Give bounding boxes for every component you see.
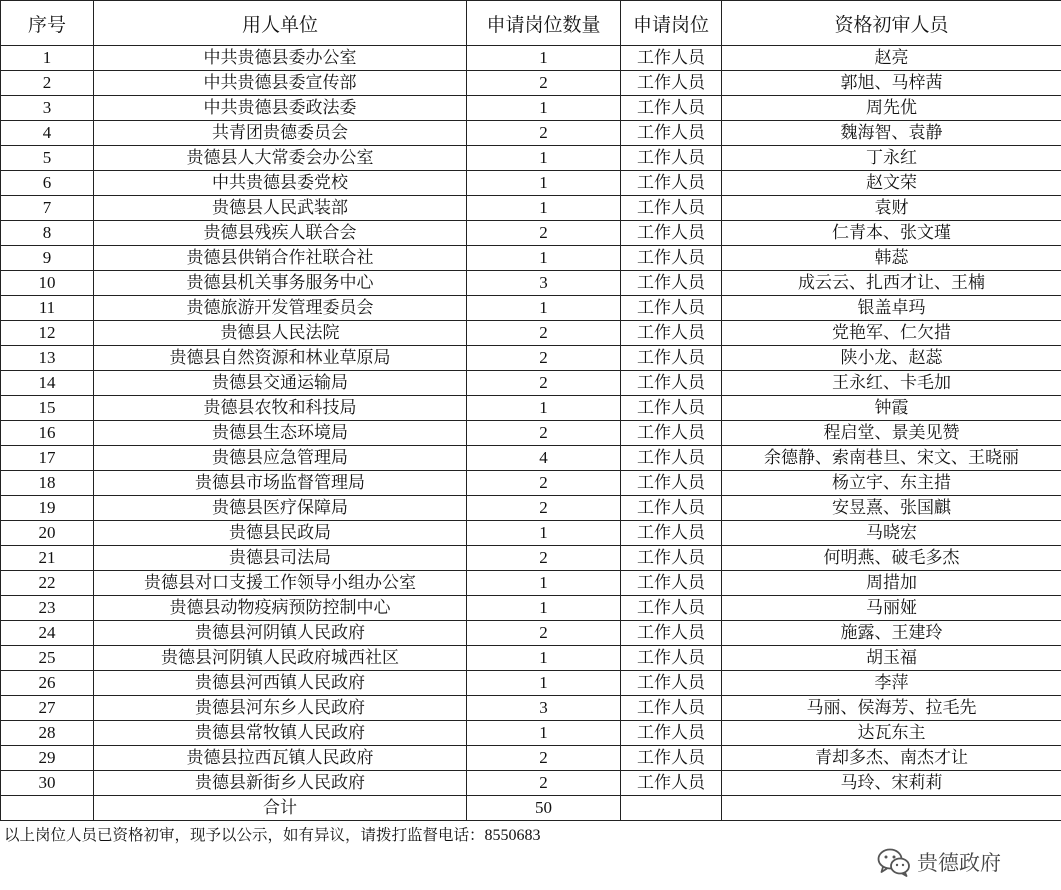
row-candidates: 赵亮 <box>722 46 1061 71</box>
row-position: 工作人员 <box>621 96 722 121</box>
row-candidates: 安昱熹、张国麒 <box>722 496 1061 521</box>
table-row <box>1 196 1061 221</box>
row-index: 23 <box>1 596 94 621</box>
row-position-count: 2 <box>467 371 621 396</box>
header-position: 申请岗位 <box>621 1 722 46</box>
row-index: 30 <box>1 771 94 796</box>
row-candidates: 郭旭、马梓茜 <box>722 71 1061 96</box>
row-index: 7 <box>1 196 94 221</box>
row-position-count: 4 <box>467 446 621 471</box>
table-row <box>1 296 1061 321</box>
header-employer: 用人单位 <box>94 1 467 46</box>
table-row <box>1 271 1061 296</box>
row-candidates: 魏海智、袁静 <box>722 121 1061 146</box>
table-row <box>1 721 1061 746</box>
row-candidates: 马丽娅 <box>722 596 1061 621</box>
table-row <box>1 521 1061 546</box>
row-index: 17 <box>1 446 94 471</box>
row-position: 工作人员 <box>621 296 722 321</box>
row-position-count: 2 <box>467 421 621 446</box>
row-candidates: 党艳军、仁欠措 <box>722 321 1061 346</box>
row-position-count: 1 <box>467 196 621 221</box>
row-position: 工作人员 <box>621 171 722 196</box>
table-row <box>1 446 1061 471</box>
row-position: 工作人员 <box>621 496 722 521</box>
row-index: 16 <box>1 421 94 446</box>
row-candidates: 赵文荣 <box>722 171 1061 196</box>
row-candidates: 王永红、卡毛加 <box>722 371 1061 396</box>
row-index: 10 <box>1 271 94 296</box>
row-index: 4 <box>1 121 94 146</box>
row-index: 2 <box>1 71 94 96</box>
row-employer: 贵德县人民法院 <box>94 321 467 346</box>
row-position-count: 1 <box>467 396 621 421</box>
row-candidates: 仁青本、张文瑾 <box>722 221 1061 246</box>
table-row <box>1 346 1061 371</box>
row-candidates: 陕小龙、赵蕊 <box>722 346 1061 371</box>
wechat-icon <box>877 847 911 877</box>
row-index: 15 <box>1 396 94 421</box>
table-row <box>1 46 1061 71</box>
row-position: 工作人员 <box>621 196 722 221</box>
row-candidates: 马晓宏 <box>722 521 1061 546</box>
row-position: 工作人员 <box>621 221 722 246</box>
row-employer: 贵德旅游开发管理委员会 <box>94 296 467 321</box>
row-candidates: 周先优 <box>722 96 1061 121</box>
row-position: 工作人员 <box>621 121 722 146</box>
table-row <box>1 671 1061 696</box>
row-index: 12 <box>1 321 94 346</box>
row-index: 21 <box>1 546 94 571</box>
row-employer: 贵德县新街乡人民政府 <box>94 771 467 796</box>
row-position: 工作人员 <box>621 596 722 621</box>
table-row <box>1 596 1061 621</box>
row-position-count: 2 <box>467 471 621 496</box>
row-employer: 贵德县人民武装部 <box>94 196 467 221</box>
table-row <box>1 221 1061 246</box>
row-employer: 贵德县残疾人联合会 <box>94 221 467 246</box>
total-value: 50 <box>467 796 621 821</box>
row-employer: 贵德县机关事务服务中心 <box>94 271 467 296</box>
row-position-count: 2 <box>467 346 621 371</box>
row-index: 25 <box>1 646 94 671</box>
table-row <box>1 746 1061 771</box>
row-employer: 贵德县河东乡人民政府 <box>94 696 467 721</box>
row-employer: 贵德县自然资源和林业草原局 <box>94 346 467 371</box>
row-position: 工作人员 <box>621 246 722 271</box>
row-index: 27 <box>1 696 94 721</box>
row-candidates: 青却多杰、南杰才让 <box>722 746 1061 771</box>
row-position-count: 1 <box>467 721 621 746</box>
table-header-row <box>1 1 1061 46</box>
row-candidates: 李萍 <box>722 671 1061 696</box>
row-position-count: 2 <box>467 321 621 346</box>
row-position-count: 1 <box>467 171 621 196</box>
row-index: 13 <box>1 346 94 371</box>
row-position: 工作人员 <box>621 571 722 596</box>
table-row <box>1 171 1061 196</box>
row-employer: 贵德县对口支援工作领导小组办公室 <box>94 571 467 596</box>
row-index: 28 <box>1 721 94 746</box>
table-row <box>1 646 1061 671</box>
row-candidates: 胡玉福 <box>722 646 1061 671</box>
row-candidates: 马玲、宋莉莉 <box>722 771 1061 796</box>
footnote-phone: 8550683 <box>484 827 541 844</box>
row-index: 9 <box>1 246 94 271</box>
header-index: 序号 <box>1 1 94 46</box>
row-candidates: 何明燕、破毛多杰 <box>722 546 1061 571</box>
row-employer: 中共贵德县委政法委 <box>94 96 467 121</box>
row-position: 工作人员 <box>621 71 722 96</box>
row-position-count: 1 <box>467 146 621 171</box>
row-candidates: 程启堂、景美见赞 <box>722 421 1061 446</box>
row-position-count: 2 <box>467 71 621 96</box>
row-position-count: 2 <box>467 121 621 146</box>
row-position-count: 2 <box>467 771 621 796</box>
row-employer: 贵德县河西镇人民政府 <box>94 671 467 696</box>
table-row <box>1 496 1061 521</box>
row-position-count: 1 <box>467 46 621 71</box>
row-position-count: 1 <box>467 246 621 271</box>
row-position: 工作人员 <box>621 521 722 546</box>
row-candidates: 丁永红 <box>722 146 1061 171</box>
row-position: 工作人员 <box>621 746 722 771</box>
row-position: 工作人员 <box>621 696 722 721</box>
row-index: 8 <box>1 221 94 246</box>
row-index: 18 <box>1 471 94 496</box>
row-position-count: 1 <box>467 671 621 696</box>
row-index: 26 <box>1 671 94 696</box>
row-position: 工作人员 <box>621 546 722 571</box>
row-candidates: 余德静、索南巷旦、宋文、王晓丽 <box>722 446 1061 471</box>
row-position-count: 3 <box>467 271 621 296</box>
table-row <box>1 771 1061 796</box>
row-candidates: 周措加 <box>722 571 1061 596</box>
row-candidates: 银盖卓玛 <box>722 296 1061 321</box>
row-employer: 贵德县供销合作社联合社 <box>94 246 467 271</box>
row-position-count: 2 <box>467 621 621 646</box>
table-row <box>1 571 1061 596</box>
table-row <box>1 696 1061 721</box>
table-row <box>1 96 1061 121</box>
row-employer: 贵德县河阴镇人民政府城西社区 <box>94 646 467 671</box>
row-position: 工作人员 <box>621 146 722 171</box>
row-employer: 共青团贵德委员会 <box>94 121 467 146</box>
table-row <box>1 546 1061 571</box>
row-candidates: 袁财 <box>722 196 1061 221</box>
row-position: 工作人员 <box>621 471 722 496</box>
row-employer: 贵德县河阴镇人民政府 <box>94 621 467 646</box>
row-index: 24 <box>1 621 94 646</box>
footnote-text: 以上岗位人员已资格初审，现予以公示，如有异议，请拨打监督电话： <box>4 826 485 844</box>
row-index: 6 <box>1 171 94 196</box>
row-position: 工作人员 <box>621 771 722 796</box>
row-employer: 贵德县司法局 <box>94 546 467 571</box>
row-index: 19 <box>1 496 94 521</box>
row-position: 工作人员 <box>621 646 722 671</box>
row-position: 工作人员 <box>621 321 722 346</box>
row-index: 5 <box>1 146 94 171</box>
row-position: 工作人员 <box>621 421 722 446</box>
row-position: 工作人员 <box>621 371 722 396</box>
brand-name: 贵德政府 <box>917 851 1001 875</box>
table-row <box>1 471 1061 496</box>
row-position-count: 1 <box>467 596 621 621</box>
table-row <box>1 421 1061 446</box>
row-employer: 中共贵德县委党校 <box>94 171 467 196</box>
row-employer: 贵德县应急管理局 <box>94 446 467 471</box>
row-employer: 贵德县交通运输局 <box>94 371 467 396</box>
row-employer: 贵德县拉西瓦镇人民政府 <box>94 746 467 771</box>
total-label: 合计 <box>94 796 467 821</box>
table-row <box>1 71 1061 96</box>
row-position: 工作人员 <box>621 721 722 746</box>
table-row <box>1 246 1061 271</box>
row-index: 3 <box>1 96 94 121</box>
row-employer: 贵德县市场监督管理局 <box>94 471 467 496</box>
row-position-count: 2 <box>467 546 621 571</box>
row-position: 工作人员 <box>621 271 722 296</box>
row-position-count: 1 <box>467 296 621 321</box>
header-candidates: 资格初审人员 <box>722 1 1061 46</box>
row-position-count: 1 <box>467 646 621 671</box>
total-position-cell <box>621 796 722 821</box>
row-position: 工作人员 <box>621 671 722 696</box>
table-row <box>1 371 1061 396</box>
row-candidates: 杨立宇、东主措 <box>722 471 1061 496</box>
header-position-count: 申请岗位数量 <box>467 1 621 46</box>
row-candidates: 马丽、侯海芳、拉毛先 <box>722 696 1061 721</box>
row-employer: 贵德县动物疫病预防控制中心 <box>94 596 467 621</box>
brand-watermark <box>877 847 1001 877</box>
row-index: 11 <box>1 296 94 321</box>
row-position-count: 2 <box>467 221 621 246</box>
row-position-count: 3 <box>467 696 621 721</box>
row-position-count: 2 <box>467 746 621 771</box>
row-employer: 贵德县医疗保障局 <box>94 496 467 521</box>
row-employer: 中共贵德县委办公室 <box>94 46 467 71</box>
row-position-count: 1 <box>467 571 621 596</box>
row-employer: 贵德县常牧镇人民政府 <box>94 721 467 746</box>
table-row <box>1 621 1061 646</box>
row-position: 工作人员 <box>621 446 722 471</box>
row-employer: 中共贵德县委宣传部 <box>94 71 467 96</box>
table-row <box>1 396 1061 421</box>
table-row <box>1 321 1061 346</box>
row-position-count: 2 <box>467 496 621 521</box>
row-candidates: 施露、王建玲 <box>722 621 1061 646</box>
row-position: 工作人员 <box>621 46 722 71</box>
row-employer: 贵德县生态环境局 <box>94 421 467 446</box>
total-candidates-cell <box>722 796 1061 821</box>
row-employer: 贵德县民政局 <box>94 521 467 546</box>
total-index-cell <box>1 796 94 821</box>
row-index: 20 <box>1 521 94 546</box>
table-row <box>1 121 1061 146</box>
row-candidates: 成云云、扎西才让、王楠 <box>722 271 1061 296</box>
footnote <box>4 823 541 845</box>
table-total-row <box>1 796 1061 821</box>
table-body <box>1 46 1061 796</box>
row-index: 29 <box>1 746 94 771</box>
row-candidates: 韩蕊 <box>722 246 1061 271</box>
row-index: 22 <box>1 571 94 596</box>
table-row <box>1 146 1061 171</box>
row-position: 工作人员 <box>621 396 722 421</box>
row-candidates: 达瓦东主 <box>722 721 1061 746</box>
row-index: 1 <box>1 46 94 71</box>
row-position-count: 1 <box>467 521 621 546</box>
row-position-count: 1 <box>467 96 621 121</box>
row-employer: 贵德县人大常委会办公室 <box>94 146 467 171</box>
row-employer: 贵德县农牧和科技局 <box>94 396 467 421</box>
row-position: 工作人员 <box>621 621 722 646</box>
row-index: 14 <box>1 371 94 396</box>
row-position: 工作人员 <box>621 346 722 371</box>
row-candidates: 钟霞 <box>722 396 1061 421</box>
